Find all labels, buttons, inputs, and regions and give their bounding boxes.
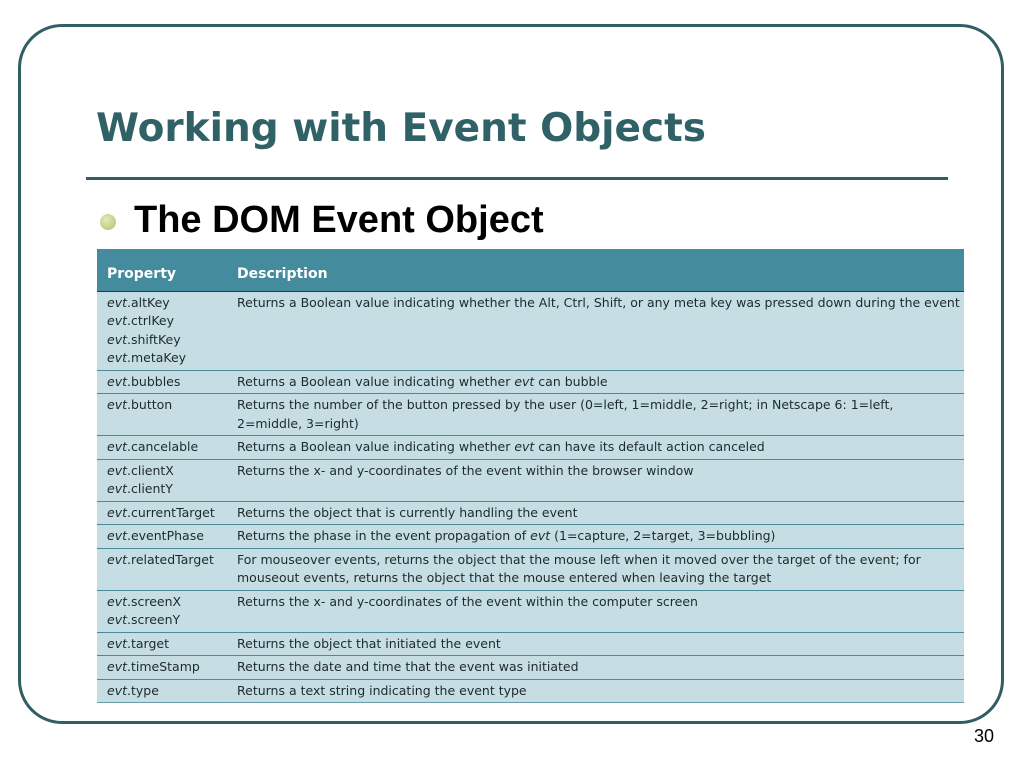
property-suffix: .target [127, 635, 169, 651]
property-name [107, 635, 227, 654]
header-description: Description [227, 249, 964, 291]
property-cell [97, 436, 227, 460]
table-row [97, 394, 964, 436]
property-suffix: .ctrlKey [127, 313, 175, 328]
property-prefix: evt [107, 682, 127, 698]
property-prefix: evt [107, 612, 127, 627]
property-prefix: evt [107, 397, 127, 412]
description-text: Returns the object that is currently handling the event [237, 504, 578, 520]
page-number: 30 [974, 726, 995, 746]
table-row [97, 632, 964, 656]
description-text: evt [514, 439, 535, 454]
property-name [107, 504, 227, 523]
property-suffix: .relatedTarget [127, 551, 214, 567]
event-properties-table [97, 249, 964, 703]
header-property: Property [97, 249, 227, 291]
property-name [107, 593, 227, 612]
description-text: Returns a text string indicating the event type [237, 682, 527, 698]
property-suffix: .type [127, 682, 159, 698]
description-cell [227, 548, 964, 590]
property-name [107, 527, 227, 546]
property-prefix: evt [107, 528, 127, 543]
property-cell [97, 291, 227, 370]
property-name [107, 294, 227, 313]
property-name [107, 480, 227, 499]
property-cell [97, 656, 227, 680]
property-prefix: evt [107, 373, 127, 389]
property-prefix: evt [107, 659, 127, 674]
description-text: Returns a Boolean value indicating whether [237, 439, 515, 454]
property-suffix: .shiftKey [127, 331, 181, 347]
description-text: evt [530, 528, 551, 543]
property-suffix: .cancelable [127, 439, 199, 454]
description-cell [227, 632, 964, 656]
table-row [97, 501, 964, 525]
property-cell [97, 394, 227, 436]
property-suffix: .screenX [127, 593, 182, 609]
property-cell [97, 548, 227, 590]
table-row [97, 525, 964, 549]
property-suffix: .altKey [127, 294, 170, 310]
property-suffix: .screenY [127, 612, 181, 627]
description-text: evt [514, 373, 535, 389]
description-cell [227, 394, 964, 436]
property-suffix: .eventPhase [127, 528, 204, 543]
property-prefix: evt [107, 350, 127, 365]
property-name [107, 551, 227, 570]
property-prefix: evt [107, 481, 127, 496]
description-text: Returns the x- and y-coordinates of the event within the computer screen [237, 593, 698, 609]
table-row [97, 656, 964, 680]
property-name [107, 396, 227, 415]
property-prefix: evt [107, 551, 127, 567]
description-text: Returns a Boolean value indicating whether [237, 373, 515, 389]
property-cell [97, 632, 227, 656]
property-name [107, 349, 227, 368]
property-cell [97, 370, 227, 394]
description-cell [227, 679, 964, 703]
description-cell [227, 501, 964, 525]
description-text: can bubble [534, 373, 608, 389]
property-prefix: evt [107, 294, 127, 310]
property-cell [97, 459, 227, 501]
table-row [97, 459, 964, 501]
property-prefix: evt [107, 462, 127, 478]
description-cell [227, 291, 964, 370]
title-divider [86, 177, 948, 180]
property-suffix: .metaKey [127, 350, 187, 365]
description-text: can have its default action canceled [534, 439, 765, 454]
table-row [97, 548, 964, 590]
description-cell [227, 436, 964, 460]
property-name [107, 462, 227, 481]
description-text: Returns the x- and y-coordinates of the event within the browser window [237, 462, 694, 478]
property-prefix: evt [107, 593, 127, 609]
table-header-row [97, 249, 964, 291]
property-name [107, 682, 227, 701]
property-suffix: .currentTarget [127, 504, 215, 520]
table-row [97, 590, 964, 632]
property-prefix: evt [107, 331, 127, 347]
table-row [97, 291, 964, 370]
property-suffix: .bubbles [127, 373, 181, 389]
property-cell [97, 590, 227, 632]
property-prefix: evt [107, 504, 127, 520]
description-cell [227, 459, 964, 501]
property-name [107, 658, 227, 677]
description-text: Returns the number of the button pressed by the user (0=left, 1=middle, 2=right; in Netscape 6: 1=left, 2=middle, 3=right) [237, 397, 894, 431]
table-row [97, 436, 964, 460]
property-cell [97, 679, 227, 703]
property-name [107, 373, 227, 392]
table-body [97, 291, 964, 703]
property-name [107, 611, 227, 630]
description-text: Returns the date and time that the event was initiated [237, 659, 579, 674]
property-suffix: .clientX [127, 462, 174, 478]
property-suffix: .timeStamp [127, 659, 200, 674]
property-suffix: .clientY [127, 481, 173, 496]
property-suffix: .button [127, 397, 173, 412]
property-prefix: evt [107, 439, 127, 454]
slide-title: Working with Event Objects [96, 106, 706, 151]
description-cell [227, 656, 964, 680]
bullet-dot-icon [100, 214, 116, 230]
bullet-text: The DOM Event Object [134, 199, 544, 241]
property-prefix: evt [107, 635, 127, 651]
property-name [107, 312, 227, 331]
description-cell [227, 370, 964, 394]
table-row [97, 370, 964, 394]
description-cell [227, 590, 964, 632]
description-text: Returns a Boolean value indicating whether the Alt, Ctrl, Shift, or any meta key was pressed down during the event [237, 294, 960, 310]
table-row [97, 679, 964, 703]
property-cell [97, 525, 227, 549]
property-name [107, 331, 227, 350]
property-prefix: evt [107, 313, 127, 328]
description-text: Returns the phase in the event propagation of [237, 528, 531, 543]
description-text: (1=capture, 2=target, 3=bubbling) [550, 528, 776, 543]
description-text: Returns the object that initiated the event [237, 635, 501, 651]
property-cell [97, 501, 227, 525]
property-name [107, 438, 227, 457]
description-text: For mouseover events, returns the object that the mouse left when it moved over the target of the event; for mouseout events, returns the object that the mouse entered when leaving the target [237, 551, 921, 585]
description-cell [227, 525, 964, 549]
